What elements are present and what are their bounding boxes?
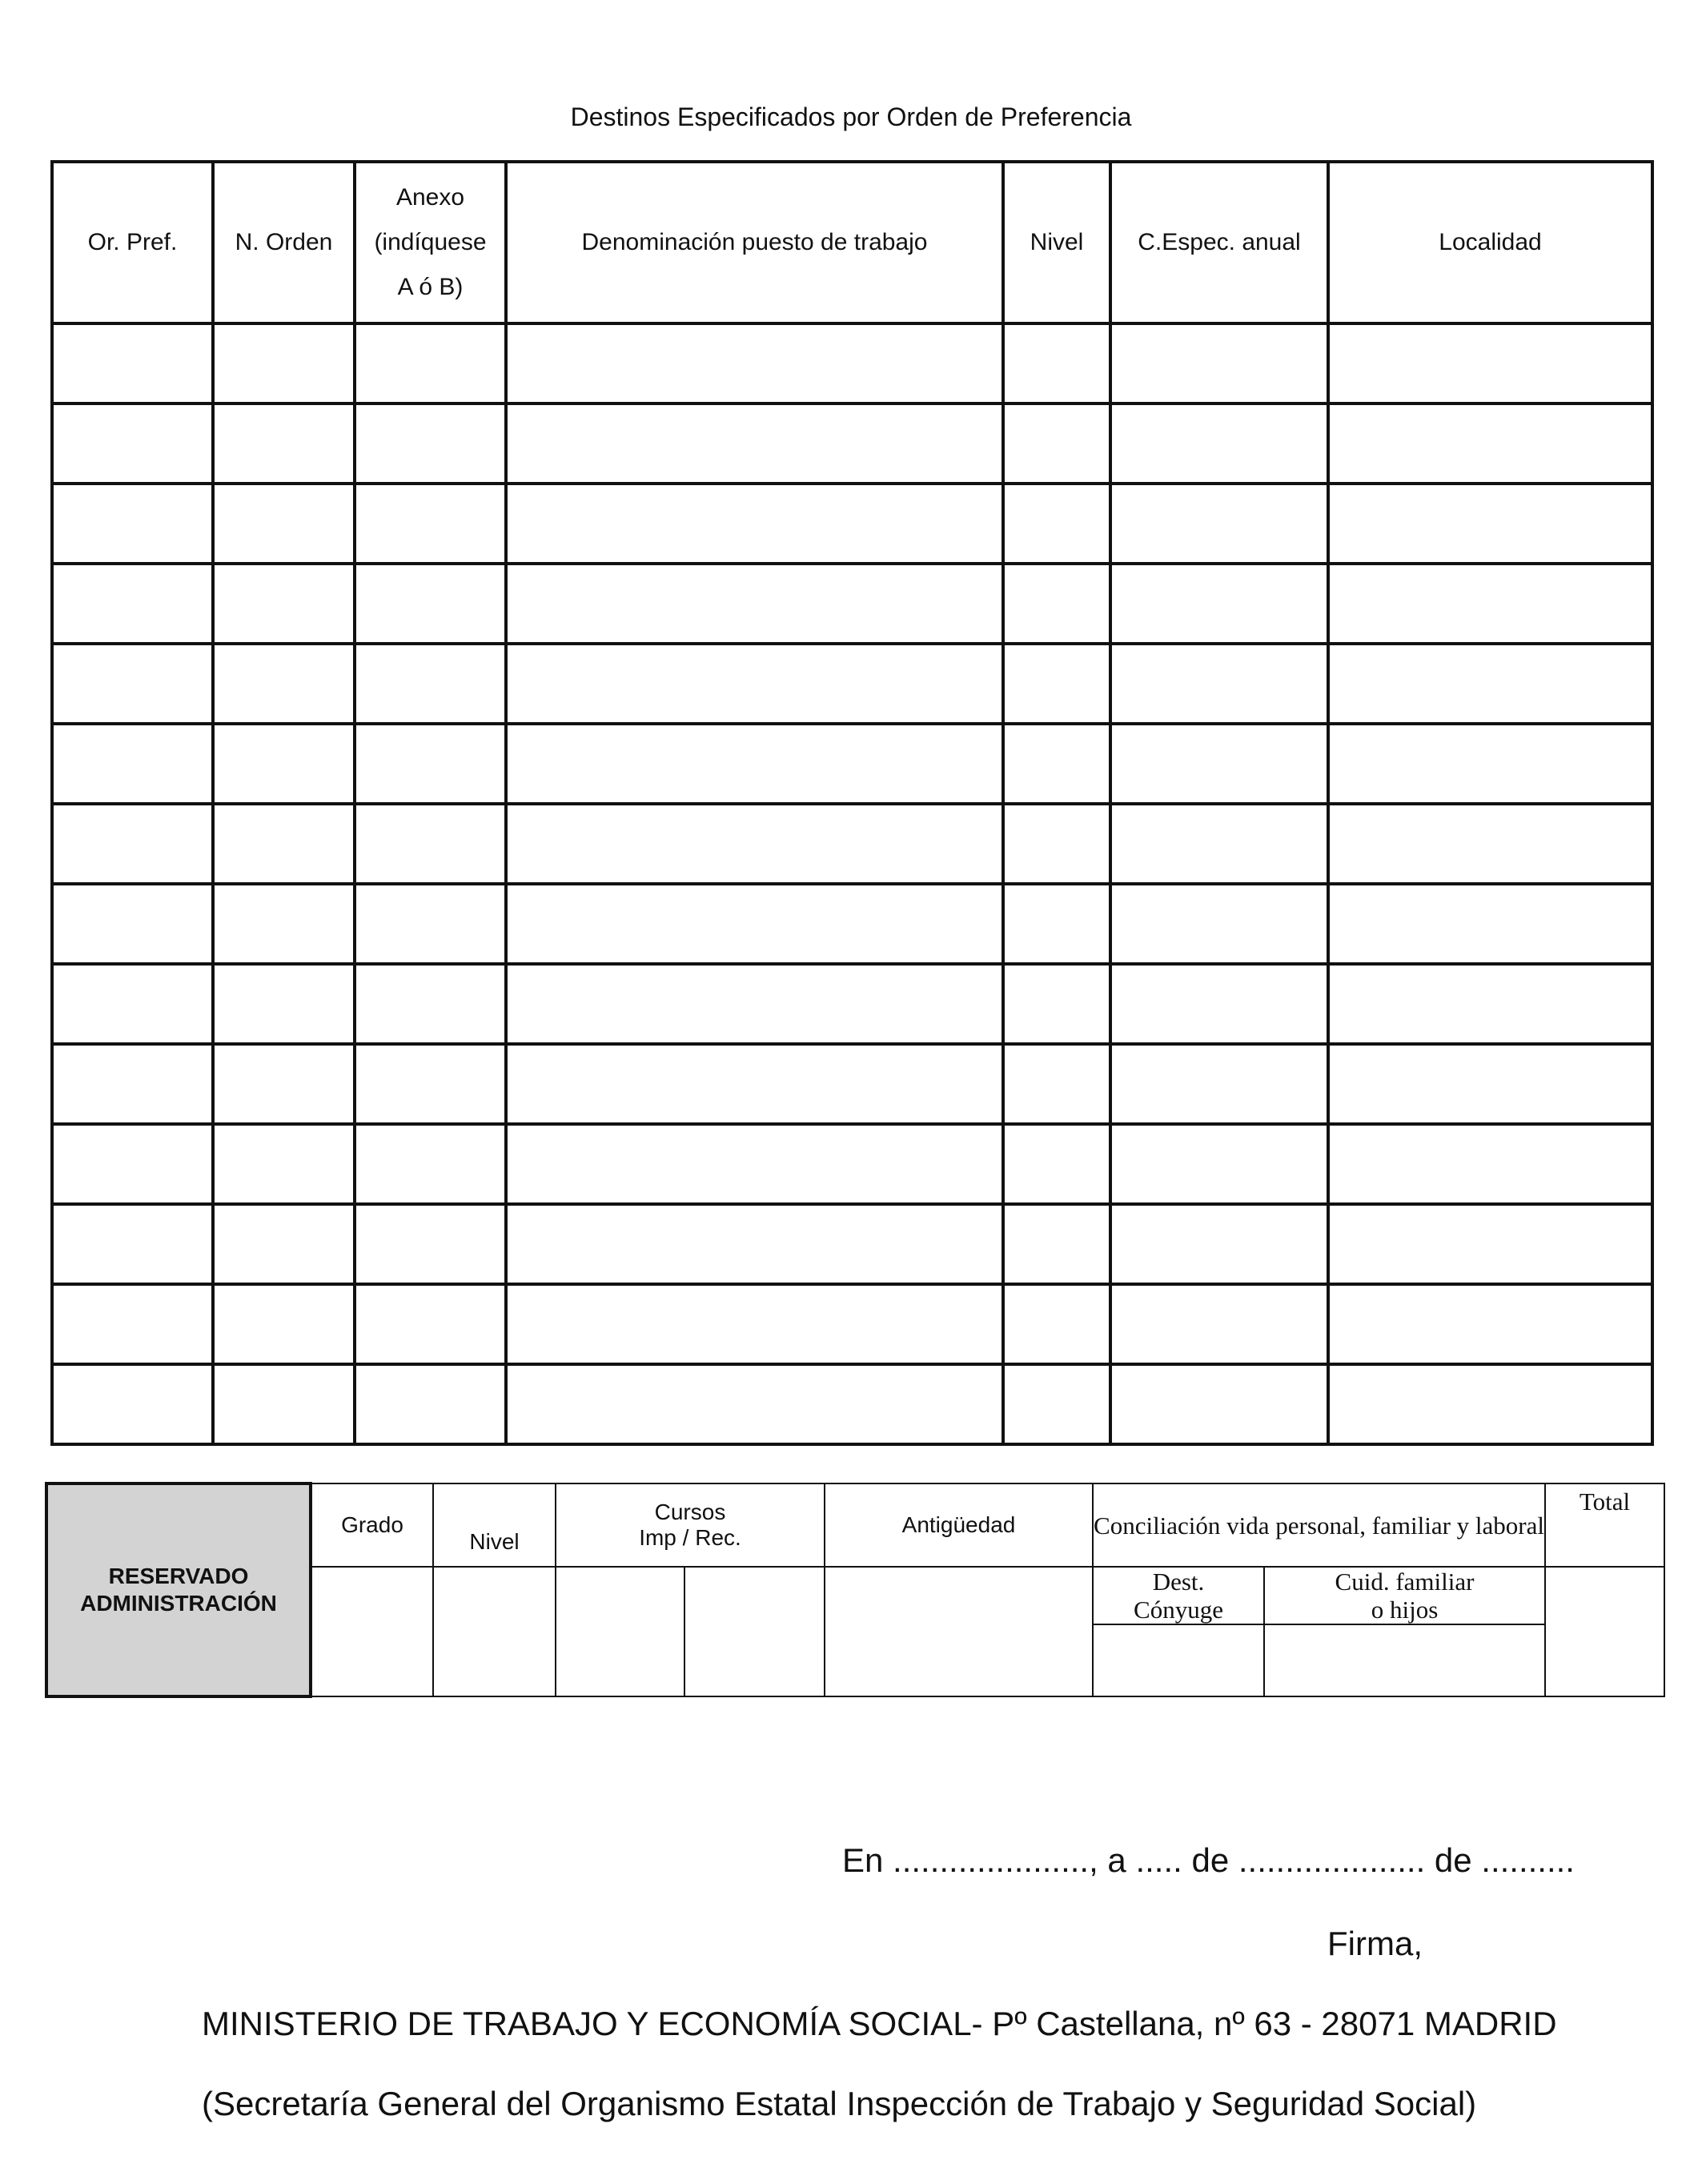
preference-row	[52, 884, 1652, 964]
cursos-rec-value[interactable]	[684, 1567, 825, 1696]
cell-anexo[interactable]	[355, 323, 506, 403]
cursos-line2: Imp / Rec.	[639, 1525, 741, 1550]
cell-anexo[interactable]	[355, 804, 506, 884]
cell-anexo[interactable]	[355, 1204, 506, 1284]
cell-localidad[interactable]	[1328, 1204, 1652, 1284]
dest-line1: Dest.	[1152, 1568, 1205, 1596]
antiguedad-value[interactable]	[825, 1567, 1093, 1696]
cell-n-orden[interactable]	[213, 884, 355, 964]
cell-or-pref[interactable]	[52, 403, 213, 484]
form-title: Destinos Especificados por Orden de Preferencia	[570, 102, 1132, 131]
preference-row	[52, 323, 1652, 403]
cell-nivel[interactable]	[1003, 564, 1110, 644]
cell-n-orden[interactable]	[213, 1364, 355, 1444]
cell-nivel[interactable]	[1003, 804, 1110, 884]
cursos-line1: Cursos	[654, 1499, 726, 1524]
cell-localidad[interactable]	[1328, 724, 1652, 804]
cell-nivel[interactable]	[1003, 644, 1110, 724]
cell-n-orden[interactable]	[213, 484, 355, 564]
cell-denominacion[interactable]	[506, 644, 1003, 724]
cell-localidad[interactable]	[1328, 1124, 1652, 1204]
header-anexo-line1: Anexo	[395, 184, 465, 211]
cell-or-pref[interactable]	[52, 1284, 213, 1364]
cell-or-pref[interactable]	[52, 1204, 213, 1284]
cursos-header	[556, 1483, 825, 1567]
preference-row	[52, 1284, 1652, 1364]
date-line: En ....................., a ..... de .................... de ..........	[842, 1841, 1575, 1879]
cell-c-espec[interactable]	[1110, 484, 1328, 564]
header-n-orden: N. Orden	[213, 162, 355, 323]
preferences-table	[50, 160, 1654, 1446]
cell-localidad[interactable]	[1328, 804, 1652, 884]
cell-denominacion[interactable]	[506, 884, 1003, 964]
cell-denominacion[interactable]	[506, 403, 1003, 484]
cell-or-pref[interactable]	[52, 804, 213, 884]
cell-n-orden[interactable]	[213, 323, 355, 403]
cell-n-orden[interactable]	[213, 1284, 355, 1364]
cell-anexo[interactable]	[355, 724, 506, 804]
cell-or-pref[interactable]	[52, 724, 213, 804]
cell-c-espec[interactable]	[1110, 1044, 1328, 1124]
cuid-familiar-value[interactable]	[1264, 1624, 1545, 1696]
total-header: Total	[1545, 1483, 1664, 1567]
cell-or-pref[interactable]	[52, 1364, 213, 1444]
cell-denominacion[interactable]	[506, 484, 1003, 564]
cell-or-pref[interactable]	[52, 564, 213, 644]
cell-denominacion[interactable]	[506, 1124, 1003, 1204]
cell-denominacion[interactable]	[506, 964, 1003, 1044]
ministry-address: MINISTERIO DE TRABAJO Y ECONOMÍA SOCIAL- Pº Castellana, nº 63 - 28071 MADRID	[202, 2005, 1557, 2042]
cell-anexo[interactable]	[355, 644, 506, 724]
cell-c-espec[interactable]	[1110, 1284, 1328, 1364]
cell-denominacion[interactable]	[506, 1284, 1003, 1364]
header-c-espec: C.Espec. anual	[1110, 162, 1328, 323]
cell-anexo[interactable]	[355, 1284, 506, 1364]
cell-c-espec[interactable]	[1110, 1204, 1328, 1284]
cell-n-orden[interactable]	[213, 724, 355, 804]
cell-localidad[interactable]	[1328, 884, 1652, 964]
preference-row	[52, 1124, 1652, 1204]
antiguedad-header: Antigüedad	[825, 1483, 1093, 1567]
cell-denominacion[interactable]	[506, 323, 1003, 403]
cell-denominacion[interactable]	[506, 804, 1003, 884]
cell-c-espec[interactable]	[1110, 644, 1328, 724]
cell-c-espec[interactable]	[1110, 403, 1328, 484]
cell-or-pref[interactable]	[52, 1124, 213, 1204]
cell-c-espec[interactable]	[1110, 1124, 1328, 1204]
preference-row	[52, 804, 1652, 884]
cuid-familiar-header	[1264, 1567, 1545, 1624]
nivel-header: Nivel	[433, 1483, 556, 1567]
preference-row	[52, 964, 1652, 1044]
conciliacion-header: Conciliación vida personal, familiar y laboral	[1093, 1483, 1545, 1567]
header-anexo-line3: A ó B)	[397, 274, 464, 300]
dest-conyuge-header	[1093, 1567, 1264, 1624]
grado-header: Grado	[311, 1483, 433, 1567]
cell-c-espec[interactable]	[1110, 323, 1328, 403]
cell-nivel[interactable]	[1003, 1364, 1110, 1444]
cell-n-orden[interactable]	[213, 1044, 355, 1124]
cell-localidad[interactable]	[1328, 1044, 1652, 1124]
total-value[interactable]	[1545, 1567, 1664, 1696]
nivel-value[interactable]	[433, 1567, 556, 1696]
cell-or-pref[interactable]	[52, 1044, 213, 1124]
cell-nivel[interactable]	[1003, 1044, 1110, 1124]
cell-or-pref[interactable]	[52, 884, 213, 964]
reserved-administration-cell	[46, 1483, 311, 1696]
cell-anexo[interactable]	[355, 403, 506, 484]
cell-localidad[interactable]	[1328, 403, 1652, 484]
secretaria-general: (Secretaría General del Organismo Estatal Inspección de Trabajo y Seguridad Social)	[202, 2085, 1477, 2122]
preference-row	[52, 403, 1652, 484]
cell-c-espec[interactable]	[1110, 964, 1328, 1044]
cell-n-orden[interactable]	[213, 403, 355, 484]
cell-localidad[interactable]	[1328, 964, 1652, 1044]
cell-anexo[interactable]	[355, 564, 506, 644]
cuid-line2: o hijos	[1371, 1596, 1439, 1624]
header-localidad: Localidad	[1328, 162, 1652, 323]
cell-c-espec[interactable]	[1110, 564, 1328, 644]
cell-n-orden[interactable]	[213, 1124, 355, 1204]
preference-row	[52, 1044, 1652, 1124]
cell-nivel[interactable]	[1003, 323, 1110, 403]
cell-n-orden[interactable]	[213, 1204, 355, 1284]
admin-reserved-table	[45, 1482, 1665, 1698]
preference-row	[52, 1204, 1652, 1284]
cell-n-orden[interactable]	[213, 564, 355, 644]
cell-c-espec[interactable]	[1110, 724, 1328, 804]
cell-localidad[interactable]	[1328, 1284, 1652, 1364]
cell-anexo[interactable]	[355, 1364, 506, 1444]
cell-nivel[interactable]	[1003, 884, 1110, 964]
cell-nivel[interactable]	[1003, 484, 1110, 564]
preferences-header-row	[52, 162, 1652, 323]
cell-or-pref[interactable]	[52, 323, 213, 403]
cell-localidad[interactable]	[1328, 644, 1652, 724]
grado-value[interactable]	[311, 1567, 433, 1696]
cell-or-pref[interactable]	[52, 964, 213, 1044]
cell-c-espec[interactable]	[1110, 884, 1328, 964]
cell-nivel[interactable]	[1003, 964, 1110, 1044]
cell-localidad[interactable]	[1328, 564, 1652, 644]
cell-or-pref[interactable]	[52, 644, 213, 724]
cell-nivel[interactable]	[1003, 724, 1110, 804]
cell-denominacion[interactable]	[506, 1364, 1003, 1444]
cell-or-pref[interactable]	[52, 484, 213, 564]
cell-anexo[interactable]	[355, 1044, 506, 1124]
header-anexo	[355, 162, 506, 323]
preference-row	[52, 484, 1652, 564]
dest-line2: Cónyuge	[1134, 1596, 1223, 1624]
cell-localidad[interactable]	[1328, 484, 1652, 564]
cell-n-orden[interactable]	[213, 964, 355, 1044]
administration-label: ADMINISTRACIÓN	[80, 1591, 277, 1616]
cell-denominacion[interactable]	[506, 1044, 1003, 1124]
cell-denominacion[interactable]	[506, 564, 1003, 644]
cell-nivel[interactable]	[1003, 1284, 1110, 1364]
cell-c-espec[interactable]	[1110, 1364, 1328, 1444]
cell-localidad[interactable]	[1328, 323, 1652, 403]
cell-denominacion[interactable]	[506, 1204, 1003, 1284]
header-nivel: Nivel	[1003, 162, 1110, 323]
cell-anexo[interactable]	[355, 964, 506, 1044]
reserved-label: RESERVADO	[108, 1564, 249, 1588]
cell-anexo[interactable]	[355, 484, 506, 564]
cell-nivel[interactable]	[1003, 403, 1110, 484]
dest-conyuge-value[interactable]	[1093, 1624, 1264, 1696]
header-or-pref: Or. Pref.	[52, 162, 213, 323]
cell-anexo[interactable]	[355, 1124, 506, 1204]
cell-n-orden[interactable]	[213, 804, 355, 884]
cell-n-orden[interactable]	[213, 644, 355, 724]
cell-localidad[interactable]	[1328, 1364, 1652, 1444]
cursos-imp-value[interactable]	[556, 1567, 684, 1696]
cell-nivel[interactable]	[1003, 1204, 1110, 1284]
cell-nivel[interactable]	[1003, 1124, 1110, 1204]
cell-anexo[interactable]	[355, 884, 506, 964]
header-anexo-line2: (indíquese	[374, 229, 487, 255]
preference-row	[52, 564, 1652, 644]
signature-label: Firma,	[1327, 1925, 1423, 1962]
header-denominacion: Denominación puesto de trabajo	[506, 162, 1003, 323]
preference-row	[52, 644, 1652, 724]
preference-row	[52, 1364, 1652, 1444]
cuid-line1: Cuid. familiar	[1335, 1568, 1475, 1596]
preference-row	[52, 724, 1652, 804]
cell-c-espec[interactable]	[1110, 804, 1328, 884]
cell-denominacion[interactable]	[506, 724, 1003, 804]
